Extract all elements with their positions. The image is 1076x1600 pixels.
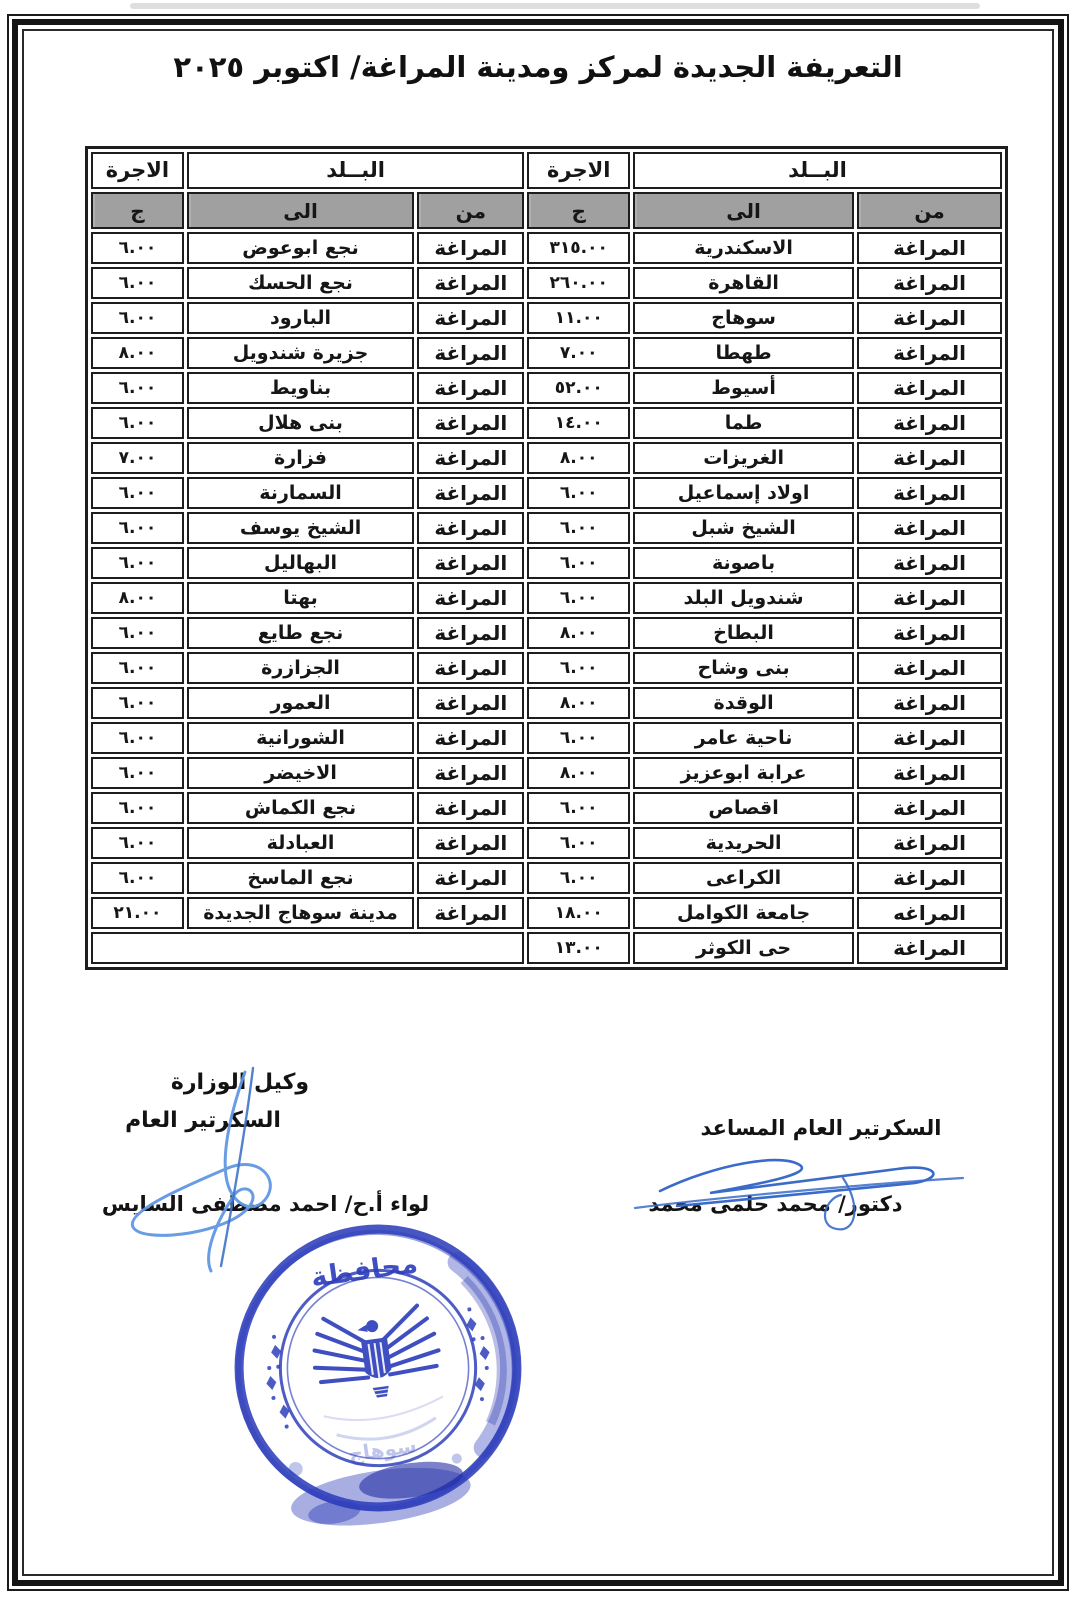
fare-cell: ٥٢.٠٠	[527, 372, 630, 404]
fare-cell: ١٨.٠٠	[527, 897, 630, 929]
to-cell: جامعة الكوامل	[633, 897, 854, 929]
fare-cell: ٨.٠٠	[527, 442, 630, 474]
fare-cell: ٧.٠٠	[527, 337, 630, 369]
table-row	[91, 582, 1002, 614]
fare-unit-header-right: ج	[527, 192, 630, 229]
table-row	[91, 372, 1002, 404]
fare-cell: ٦.٠٠	[91, 827, 184, 859]
from-cell: المراغة	[857, 372, 1002, 404]
from-cell: المراغة	[857, 722, 1002, 754]
fare-cell: ٦.٠٠	[91, 372, 184, 404]
fare-cell: ٦.٠٠	[527, 547, 630, 579]
from-cell: المراغة	[417, 617, 524, 649]
to-cell: البطاخ	[633, 617, 854, 649]
from-cell: المراغة	[417, 302, 524, 334]
from-cell: المراغة	[857, 757, 1002, 789]
table-row	[91, 827, 1002, 859]
fare-cell: ٦.٠٠	[91, 652, 184, 684]
country-header-left: البــلد	[187, 152, 525, 189]
fare-cell: ١٤.٠٠	[527, 407, 630, 439]
fare-cell: ١١.٠٠	[527, 302, 630, 334]
from-cell: المراغة	[417, 232, 524, 264]
fare-cell: ٨.٠٠	[527, 617, 630, 649]
table-row	[91, 337, 1002, 369]
page-title: التعريفة الجديدة لمركز ومدينة المراغة/ اكتوبر ٢٠٢٥	[173, 50, 903, 84]
from-col-header-right: من	[857, 192, 1002, 229]
to-cell: عرابة ابوعزيز	[633, 757, 854, 789]
to-cell: سوهاج	[633, 302, 854, 334]
to-cell: بهتا	[187, 582, 414, 614]
to-cell: نجع ابوعوض	[187, 232, 414, 264]
from-cell: المراغة	[857, 337, 1002, 369]
to-cell: الوقدة	[633, 687, 854, 719]
from-cell: المراغة	[417, 477, 524, 509]
from-cell: المراغة	[417, 372, 524, 404]
right-signature-title: السكرتير العام المساعد	[700, 1116, 942, 1140]
to-cell: شندويل البلد	[633, 582, 854, 614]
from-cell: المراغة	[857, 302, 1002, 334]
eagle-icon	[308, 1304, 443, 1406]
from-cell: المراغة	[417, 862, 524, 894]
fare-cell: ٦.٠٠	[91, 687, 184, 719]
to-cell: نجع الكماش	[187, 792, 414, 824]
fare-cell: ٦.٠٠	[91, 477, 184, 509]
from-cell: المراغة	[857, 232, 1002, 264]
to-cell: الجزازرة	[187, 652, 414, 684]
fare-cell: ٨.٠٠	[527, 687, 630, 719]
table-row	[91, 267, 1002, 299]
from-cell: المراغة	[417, 652, 524, 684]
from-cell: المراغة	[857, 477, 1002, 509]
fare-cell: ٦.٠٠	[527, 792, 630, 824]
fare-cell: ٦.٠٠	[91, 792, 184, 824]
fare-cell: ٦.٠٠	[91, 617, 184, 649]
to-cell: البارود	[187, 302, 414, 334]
stamp-smudges	[258, 1257, 530, 1536]
from-cell: المراغة	[857, 687, 1002, 719]
to-cell: طما	[633, 407, 854, 439]
from-cell: المراغة	[857, 652, 1002, 684]
country-header-right: البــلد	[633, 152, 1002, 189]
to-cell: بناويط	[187, 372, 414, 404]
from-cell: المراغة	[417, 337, 524, 369]
fare-cell: ٨.٠٠	[527, 757, 630, 789]
fare-cell: ٦.٠٠	[91, 302, 184, 334]
fare-cell: ٦.٠٠	[91, 512, 184, 544]
table-row	[91, 547, 1002, 579]
to-cell: اقصاص	[633, 792, 854, 824]
from-cell: المراغة	[857, 617, 1002, 649]
from-cell: المراغة	[857, 792, 1002, 824]
fare-cell: ٦.٠٠	[527, 477, 630, 509]
table-row	[91, 652, 1002, 684]
from-cell: المراغة	[417, 827, 524, 859]
fare-cell: ٦.٠٠	[527, 862, 630, 894]
from-cell: المراغة	[417, 547, 524, 579]
table-row	[91, 932, 1002, 964]
table-row	[91, 792, 1002, 824]
fare-cell: ١٣.٠٠	[527, 932, 630, 964]
table-row	[91, 477, 1002, 509]
empty-merged-cell	[91, 932, 524, 964]
from-cell: المراغة	[417, 687, 524, 719]
fare-unit-header-left: ج	[91, 192, 184, 229]
table-row	[91, 687, 1002, 719]
to-cell: السمارنة	[187, 477, 414, 509]
table-row	[91, 757, 1002, 789]
to-cell: نجع الماسخ	[187, 862, 414, 894]
from-cell: المراغه	[857, 897, 1002, 929]
table-header-row	[91, 152, 1002, 189]
from-cell: المراغة	[417, 897, 524, 929]
from-cell: المراغة	[417, 582, 524, 614]
to-cell: جزيرة شندويل	[187, 337, 414, 369]
from-cell: المراغة	[857, 267, 1002, 299]
to-col-header-right: الى	[633, 192, 854, 229]
table-row	[91, 512, 1002, 544]
table-row	[91, 862, 1002, 894]
to-cell: الشيخ شبل	[633, 512, 854, 544]
to-cell: البهاليل	[187, 547, 414, 579]
to-cell: العبادلة	[187, 827, 414, 859]
from-cell: المراغة	[417, 757, 524, 789]
to-cell: نجع طايع	[187, 617, 414, 649]
from-cell: المراغة	[417, 407, 524, 439]
from-cell: المراغة	[857, 827, 1002, 859]
left-signature-title-1: وكيل الوزارة	[170, 1070, 310, 1095]
fare-cell: ٨.٠٠	[91, 582, 184, 614]
to-cell: القاهرة	[633, 267, 854, 299]
stamp-top-text: محافظة	[309, 1248, 420, 1294]
from-cell: المراغة	[417, 722, 524, 754]
fare-cell: ٦.٠٠	[527, 512, 630, 544]
fare-cell: ٦.٠٠	[91, 757, 184, 789]
to-cell: الحريدية	[633, 827, 854, 859]
fare-cell: ٦.٠٠	[91, 722, 184, 754]
to-cell: ناحية عامر	[633, 722, 854, 754]
to-cell: فزارة	[187, 442, 414, 474]
table-subheader-row	[91, 192, 1002, 229]
to-cell: مدينة سوهاج الجديدة	[187, 897, 414, 929]
to-cell: الكراعى	[633, 862, 854, 894]
table-row	[91, 232, 1002, 264]
left-pen-signature	[95, 1064, 335, 1279]
to-cell: الغريزات	[633, 442, 854, 474]
to-cell: الاخيضر	[187, 757, 414, 789]
left-signature-title-2: السكرتير العام	[125, 1108, 281, 1133]
to-cell: الشيخ يوسف	[187, 512, 414, 544]
right-signatory-name: دكتور/ محمد حلمى محمد	[648, 1192, 903, 1216]
fare-cell: ٨.٠٠	[91, 337, 184, 369]
table-row	[91, 897, 1002, 929]
fare-cell: ٦.٠٠	[91, 862, 184, 894]
from-cell: المراغة	[857, 932, 1002, 964]
to-cell: اولاد إسماعيل	[633, 477, 854, 509]
left-signatory-name: لواء أ.ح/ احمد مصطفى السايس	[101, 1192, 430, 1216]
fare-cell: ٢٦٠.٠٠	[527, 267, 630, 299]
fare-header-right: الاجرة	[527, 152, 630, 189]
fare-cell: ٦.٠٠	[527, 722, 630, 754]
fare-cell: ٦.٠٠	[91, 547, 184, 579]
table-row	[91, 302, 1002, 334]
to-cell: الاسكندرية	[633, 232, 854, 264]
table-row	[91, 617, 1002, 649]
from-cell: المراغة	[417, 267, 524, 299]
table-row	[91, 722, 1002, 754]
from-cell: المراغة	[857, 547, 1002, 579]
fare-cell: ٦.٠٠	[527, 827, 630, 859]
fare-table-body	[91, 232, 1002, 964]
right-pen-signature	[615, 1136, 975, 1251]
to-cell: أسيوط	[633, 372, 854, 404]
from-cell: المراغة	[857, 582, 1002, 614]
to-cell: العمور	[187, 687, 414, 719]
scan-edge-artifact	[130, 3, 980, 9]
fare-cell: ٧.٠٠	[91, 442, 184, 474]
fare-table	[85, 146, 1008, 970]
fare-cell: ٣١٥.٠٠	[527, 232, 630, 264]
table-row	[91, 407, 1002, 439]
to-cell: حى الكوثر	[633, 932, 854, 964]
fare-cell: ٦.٠٠	[91, 267, 184, 299]
from-cell: المراغة	[417, 792, 524, 824]
fare-cell: ٦.٠٠	[527, 582, 630, 614]
fare-cell: ٦.٠٠	[527, 652, 630, 684]
to-cell: الشورانية	[187, 722, 414, 754]
to-cell: طهطا	[633, 337, 854, 369]
fare-header-left: الاجرة	[91, 152, 184, 189]
to-cell: باصونة	[633, 547, 854, 579]
from-cell: المراغة	[417, 442, 524, 474]
from-cell: المراغة	[857, 862, 1002, 894]
from-cell: المراغة	[857, 442, 1002, 474]
fare-cell: ٢١.٠٠	[91, 897, 184, 929]
fare-cell: ٦.٠٠	[91, 232, 184, 264]
fare-cell: ٦.٠٠	[91, 407, 184, 439]
from-cell: المراغة	[857, 512, 1002, 544]
to-cell: نجع الحسك	[187, 267, 414, 299]
to-cell: بنى وشاح	[633, 652, 854, 684]
stamp-bottom-text: سوهاج	[346, 1433, 418, 1467]
to-cell: بنى هلال	[187, 407, 414, 439]
table-row	[91, 442, 1002, 474]
from-cell: المراغة	[417, 512, 524, 544]
from-cell: المراغة	[857, 407, 1002, 439]
to-col-header-left: الى	[187, 192, 414, 229]
from-col-header-left: من	[417, 192, 524, 229]
